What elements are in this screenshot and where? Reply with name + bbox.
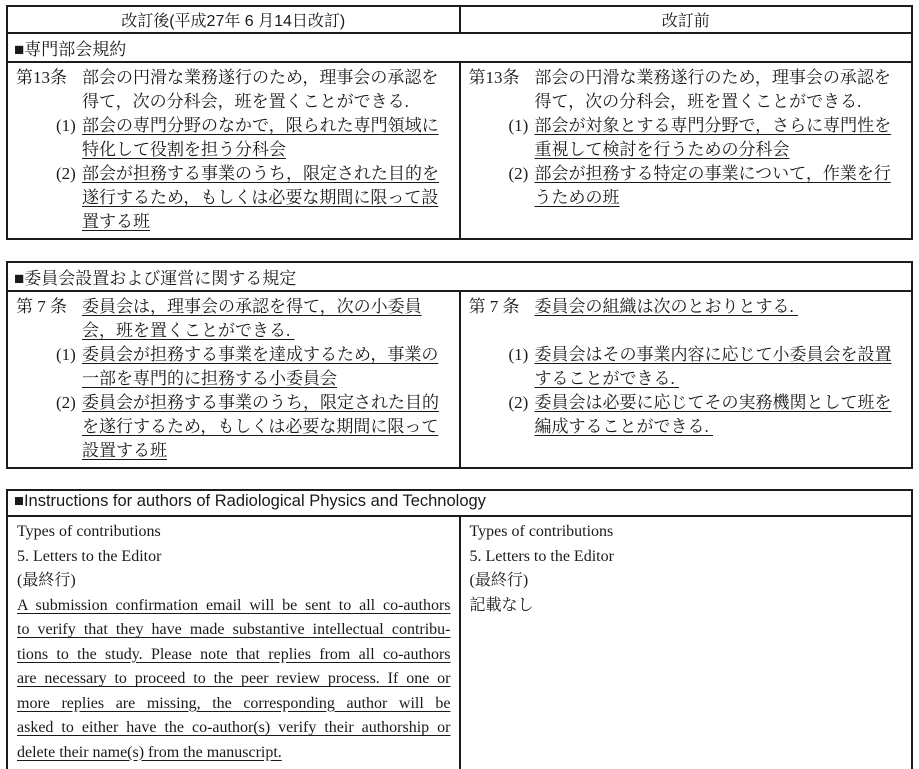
list-item-1 (469, 114, 904, 162)
blank-line (469, 319, 904, 343)
list-item-1 (16, 114, 451, 162)
list-item-2 (469, 162, 904, 210)
last-line-label: (最終行) (17, 572, 76, 589)
paragraph-line-3: tions to the study. Please note that replies from all co-authors (17, 645, 451, 663)
item-text: 委員会は必要に応じてその実務機関として班を編成することができる. (534, 393, 892, 436)
clause-text: 委員会は，理事会の承認を得て，次の小委員会，班を置くことができる. (82, 297, 422, 340)
section-title-instructions: ■Instructions for authors of Radiological Physics and Technology (7, 490, 912, 516)
item-text: 委員会が担務する事業を達成するため，事業の一部を専門的に担務する小委員会 (82, 345, 439, 388)
list-item-1 (469, 343, 904, 391)
letters-to-editor-label: 5. Letters to the Editor (469, 547, 614, 565)
item-number: (1) (56, 345, 76, 364)
item-text: 部会が担務する事業のうち，限定された目的を遂行するため，もしくは必要な期間に限って設置する班 (82, 164, 439, 231)
cell-after-instructions (7, 516, 460, 769)
section-row-iinkai (7, 262, 912, 291)
paragraph-line-1: A submission confirmation email will be sent to all co-authors (17, 596, 451, 614)
list-item-2 (16, 391, 451, 463)
item-number: (2) (508, 393, 529, 412)
col-header-after: 改訂後(平成27年 6 月14日改訂) (7, 6, 460, 33)
paragraph-line-4: are necessary to proceed to the peer review process. If one or (17, 670, 451, 687)
item-text: 部会の専門分野のなかで，限られた専門領域に特化して役割を担う分科会 (82, 116, 439, 159)
list-item-2 (469, 391, 904, 439)
clause-article7 (16, 295, 451, 343)
clause-number: 第 7 条 (468, 297, 520, 316)
types-of-contributions-label: Types of contributions (469, 523, 614, 540)
list-item-2 (16, 162, 451, 234)
cell-after-article13 (7, 62, 460, 239)
cell-after-article7 (7, 291, 460, 468)
clause-text: 委員会の組織は次のとおりとする. (534, 297, 798, 316)
cell-before-instructions (460, 516, 913, 769)
section-row-senmonbukai (7, 33, 912, 62)
clause-article13 (16, 66, 451, 114)
item-text: 部会が担務する特定の事業について，作業を行うための班 (534, 164, 891, 207)
item-number: (2) (508, 164, 529, 183)
item-text: 部会が対象とする専門分野で，さらに専門性を重視して検討を行うための分科会 (534, 116, 892, 159)
clause-text: 部会の円滑な業務遂行のため，理事会の承認を得て，次の分科会，班を置くことができる. (534, 68, 891, 111)
body-row (7, 291, 912, 468)
body-row (7, 62, 912, 239)
item-number: (1) (56, 116, 76, 135)
paragraph-line-6: asked to either have the co-author(s) verify their authorship or (17, 719, 451, 736)
item-number: (1) (508, 345, 529, 364)
col-header-before: 改訂前 (460, 6, 913, 33)
last-line-label: (最終行) (469, 572, 529, 589)
item-text: 委員会が担務する事業のうち，限定された目的を遂行するため，もしくは必要な期間に限って設置する班 (82, 393, 439, 460)
clause-article13 (469, 66, 904, 114)
clause-number: 第13条 (468, 68, 520, 87)
types-of-contributions-label: Types of contributions (17, 523, 161, 540)
clause-number: 第13条 (16, 68, 67, 87)
section-title-iinkai: ■委員会設置および運営に関する規定 (7, 262, 912, 291)
revision-table-iinkai (6, 261, 913, 469)
cell-before-article13 (460, 62, 913, 239)
paragraph-line-7: delete their name(s) from the manuscript. (17, 743, 282, 761)
no-description-label: 記載なし (469, 596, 534, 614)
revision-table-instructions (6, 489, 913, 769)
revision-table-senmonbukai (6, 5, 913, 240)
clause-text: 部会の円滑な業務遂行のため，理事会の承認を得て，次の分科会，班を置くことができる. (82, 68, 439, 111)
item-text: 委員会はその事業内容に応じて小委員会を設置することができる. (534, 345, 892, 388)
paragraph-line-2: to verify that they have made substantive intellectual contribu- (17, 621, 451, 638)
item-number: (2) (56, 393, 76, 412)
cell-before-article7 (460, 291, 913, 468)
item-number: (2) (56, 164, 76, 183)
letters-to-editor-label: 5. Letters to the Editor (17, 547, 162, 565)
section-title-senmonbukai: ■専門部会規約 (7, 33, 912, 62)
column-header-row (7, 6, 912, 33)
clause-number: 第 7 条 (16, 297, 67, 316)
list-item-1 (16, 343, 451, 391)
item-number: (1) (508, 116, 529, 135)
body-row (7, 516, 912, 769)
paragraph-line-5: more replies are missing, the corresponding author will be (17, 694, 451, 712)
clause-article7 (469, 295, 904, 319)
section-row-instructions (7, 490, 912, 516)
